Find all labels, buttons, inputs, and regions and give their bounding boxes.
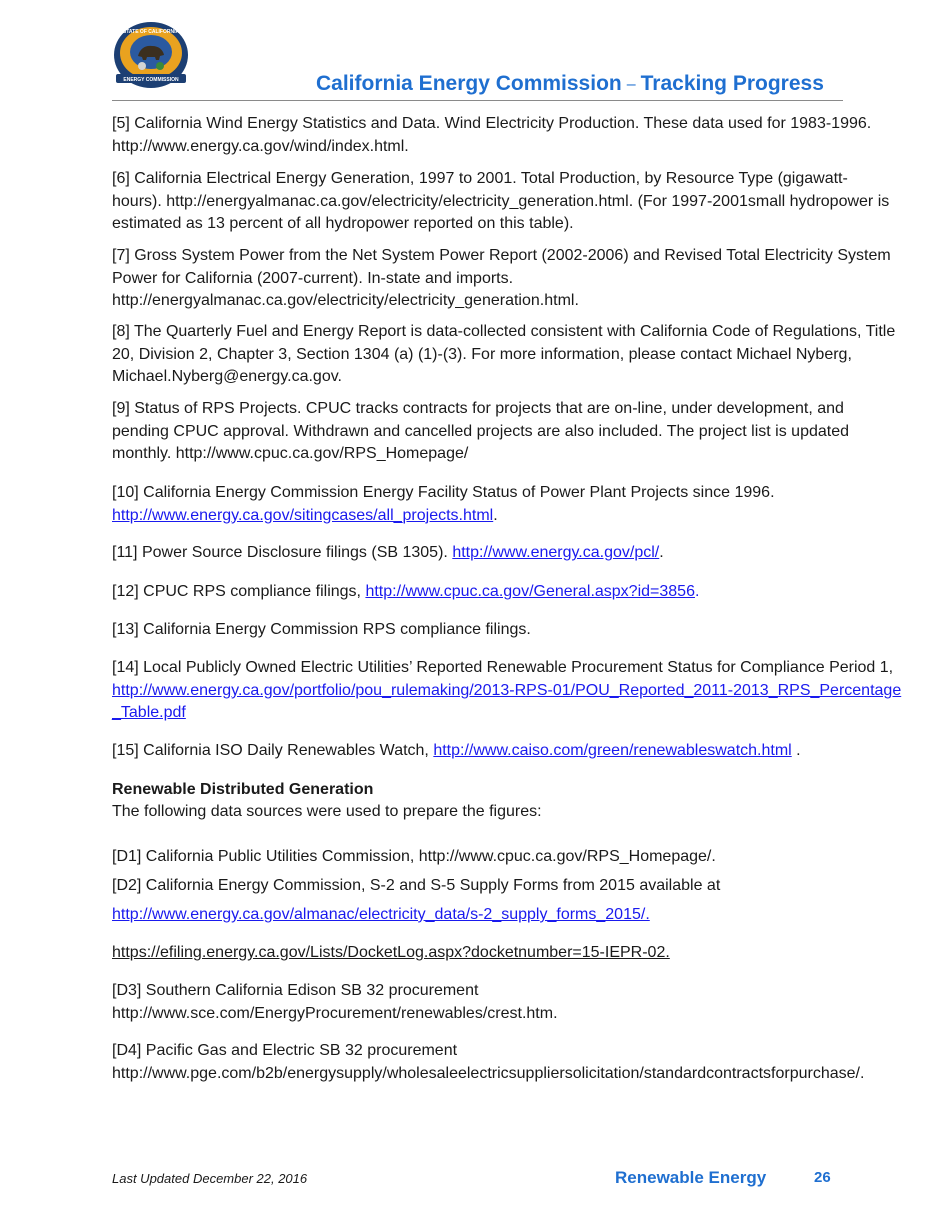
reference-15-period: . — [796, 742, 801, 759]
reference-10 — [112, 482, 902, 527]
source-d2-link-efiling — [112, 942, 902, 965]
reference-12 — [112, 581, 902, 604]
reference-15-link[interactable]: http://www.caiso.com/green/renewableswatch.html — [433, 742, 792, 759]
source-d2: [D2] California Energy Commission, S-2 and S-5 Supply Forms from 2015 available at — [112, 877, 721, 894]
reference-11-link[interactable]: http://www.energy.ca.gov/pcl/ — [452, 544, 660, 561]
footer-last-updated: Last Updated December 22, 2016 — [112, 1171, 308, 1186]
source-d3-title: [D3] Southern California Edison SB 32 procurement — [112, 982, 479, 999]
header-separator: – — [626, 76, 636, 93]
efiling-docket-link[interactable]: https://efiling.energy.ca.gov/Lists/DocketLog.aspx?docketnumber=15-IEPR-02. — [112, 944, 670, 961]
energy-commission-logo — [112, 22, 190, 92]
reference-6: [6] California Electrical Energy Generation, 1997 to 2001. Total Production, by Resource Type (gigawatt-hours). http://energyalmanac.ca.gov/electricity/electricity_generation.html. (For 1997-2001small hydropower is estimated as 13 percent of all hydropower reported on this table). — [112, 170, 890, 232]
almanac-supply-forms-link[interactable]: http://www.energy.ca.gov/almanac/electricity_data/s-2_supply_forms_2015/. — [112, 906, 650, 923]
reference-10-period: . — [493, 506, 498, 524]
reference-14 — [112, 657, 902, 725]
reference-15 — [112, 740, 902, 763]
reference-11-text: [11] Power Source Disclosure filings (SB 1305). — [112, 544, 448, 561]
reference-14-link[interactable]: http://www.energy.ca.gov/portfolio/pou_rulemaking/2013-RPS-01/POU_Reported_2011-2013_RPS_Percentage_Table.pdf — [112, 681, 902, 721]
logo-bottom-text: ENERGY COMMISSION — [123, 77, 179, 83]
section-heading: Renewable Distributed Generation — [112, 781, 374, 798]
reference-11-period: . — [659, 544, 664, 561]
reference-12-text: [12] CPUC RPS compliance filings, — [112, 583, 361, 600]
reference-8: [8] The Quarterly Fuel and Energy Report is data-collected consistent with California Code of Regulations, Title 20, Division 2, Chapter 3, Section 1304 (a) (1)-(3). For more information, please contact Michael Nyberg, Michael.Nyberg@energy.ca.gov. — [112, 323, 896, 385]
source-d4-url: http://www.pge.com/b2b/energysupply/wholesaleelectricsuppliersolicitation/standardcontractsforpurchase/. — [112, 1064, 865, 1082]
reference-15-text: [15] California ISO Daily Renewables Watch, — [112, 742, 429, 759]
source-d3-url: http://www.sce.com/EnergyProcurement/renewables/crest.htm. — [112, 1004, 558, 1022]
reference-7: [7] Gross System Power from the Net System Power Report (2002-2006) and Revised Total Electricity System Power for California (2007-current). In-state and imports. http://energyalmanac.ca.gov/electricity/electricity_generation.html. — [112, 247, 891, 309]
reference-11 — [112, 542, 902, 565]
reference-12-period: . — [694, 583, 700, 600]
section-intro: The following data sources were used to prepare the figures: — [112, 803, 542, 820]
reference-10-link[interactable]: http://www.energy.ca.gov/sitingcases/all_projects.html — [112, 506, 494, 524]
reference-5: [5] California Wind Energy Statistics and Data. Wind Electricity Production. These data used for 1983-1996. http://www.energy.ca.gov/wind/index.html. — [112, 115, 872, 155]
reference-13: [13] California Energy Commission RPS compliance filings. — [112, 621, 531, 638]
source-d3 — [112, 980, 902, 1025]
header-title — [316, 72, 824, 96]
source-d4 — [112, 1040, 902, 1085]
footer-page-number: 26 — [814, 1169, 831, 1186]
logo-top-text: STATE OF CALIFORNIA — [122, 29, 180, 35]
footer-section-title: Renewable Energy — [615, 1168, 767, 1187]
reference-12-link[interactable]: http://www.cpuc.ca.gov/General.aspx?id=3856 — [365, 583, 695, 600]
header-title-right: Tracking Progress — [640, 72, 824, 95]
header-divider — [112, 100, 843, 101]
header-title-left: California Energy Commission — [316, 72, 622, 95]
source-d1: [D1] California Public Utilities Commission, http://www.cpuc.ca.gov/RPS_Homepage/. — [112, 848, 716, 865]
source-d2-link-almanac — [112, 904, 902, 927]
reference-14-text: [14] Local Publicly Owned Electric Utilities’ Reported Renewable Procurement Status for Compliance Period 1, — [112, 659, 894, 676]
reference-9: [9] Status of RPS Projects. CPUC tracks contracts for projects that are on-line, under development, and pending CPUC approval. Withdrawn and cancelled projects are also included. The project list is updated monthly. http://www.cpuc.ca.gov/RPS_Homepage/ — [112, 400, 850, 462]
source-d4-title: [D4] Pacific Gas and Electric SB 32 procurement — [112, 1042, 458, 1059]
reference-10-text: [10] California Energy Commission Energy Facility Status of Power Plant Projects since 1996. — [112, 484, 775, 501]
